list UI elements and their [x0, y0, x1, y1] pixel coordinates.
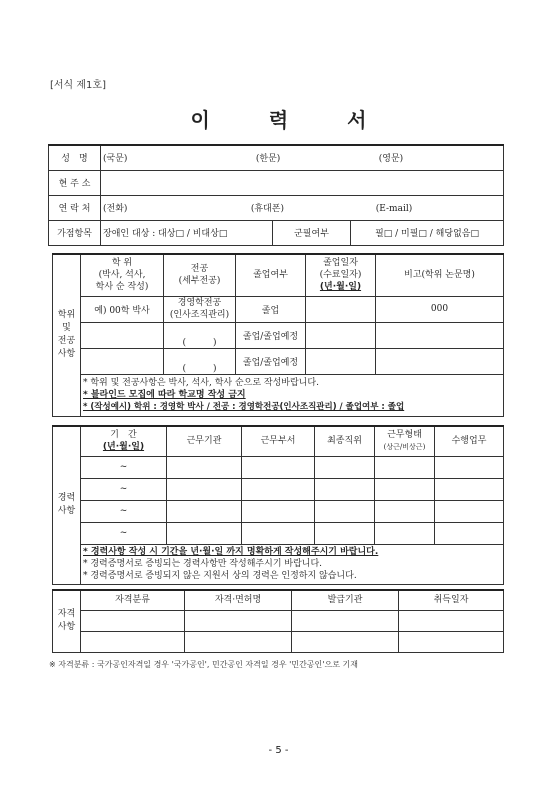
edu-notes [81, 374, 504, 416]
edu-note-1: * 학위 및 전공사항은 박사, 석사, 학사 순으로 작성바랍니다. [83, 378, 319, 388]
career-header-period [81, 426, 167, 456]
edu-header-degree: 학 위 (박사, 석사, 학사 순 작성) [81, 254, 164, 296]
military-label: 군필여부 [273, 220, 351, 245]
career-note-2: * 경력증명서로 증빙되는 경력사항만 작성해주시기 바랍니다. [83, 559, 323, 569]
career-row-4-dept[interactable] [242, 522, 315, 544]
edu-row-1-status[interactable]: 졸업/졸업예정 [236, 322, 306, 348]
edu-header-date [306, 254, 376, 296]
career-header-org: 근무기관 [167, 426, 242, 456]
edu-header-date-label: 졸업일자 (수료일자) [319, 258, 362, 281]
license-row-2-category[interactable] [81, 631, 185, 652]
edu-row-2-note[interactable] [376, 348, 504, 374]
career-row-4-type[interactable] [375, 522, 435, 544]
career-row-4-org[interactable] [167, 522, 242, 544]
mobile-field[interactable]: (휴대폰) [250, 204, 284, 214]
career-row-3-dept[interactable] [242, 500, 315, 522]
license-header-name: 자격·면허명 [185, 590, 292, 610]
license-header-issuer: 발급기관 [292, 590, 399, 610]
career-note-3: * 경력증명서로 증빙되지 않은 지원서 상의 경력은 인정하지 않습니다. [83, 571, 357, 581]
footnote: ※ 자격분류 : 국가공인자격일 경우 '국가공인', 민간공인 자격일 경우 '민간공인'으로 기재 [49, 660, 358, 669]
license-row-1-date[interactable] [399, 610, 504, 631]
career-row-2-duty[interactable] [435, 478, 504, 500]
contact-label: 연 락 처 [49, 195, 101, 220]
contact-row[interactable] [101, 195, 504, 220]
license-row-2-issuer[interactable] [292, 631, 399, 652]
career-row-1-type[interactable] [375, 456, 435, 478]
career-row-2-org[interactable] [167, 478, 242, 500]
education-table [52, 253, 504, 417]
career-row-1-position[interactable] [315, 456, 375, 478]
career-row-4-position[interactable] [315, 522, 375, 544]
education-section-label: 학위 및 전공 사항 [53, 254, 81, 416]
career-row-4-duty[interactable] [435, 522, 504, 544]
career-row-1-org[interactable] [167, 456, 242, 478]
page-number: - 5 - [268, 745, 289, 756]
name-cn-field[interactable]: (한문) [255, 154, 281, 165]
edu-example-major: 경영학전공 (인사조직관리) [164, 296, 236, 322]
career-header-dept: 근무부서 [242, 426, 315, 456]
career-header-type-label: 근무형태 [387, 430, 422, 441]
career-row-3-duty[interactable] [435, 500, 504, 522]
email-field[interactable]: (E-mail) [375, 204, 413, 214]
career-header-period-format: (년·월·일) [102, 442, 145, 453]
edu-example-note: 000 [376, 296, 504, 322]
disability-field[interactable]: 장애인 대상 : 대상□ / 비대상□ [101, 220, 273, 245]
edu-row-1-major[interactable]: ( ) [164, 322, 236, 348]
career-row-3-type[interactable] [375, 500, 435, 522]
career-header-type-sub: (상근/비상근) [383, 443, 426, 452]
license-row-1-category[interactable] [81, 610, 185, 631]
career-row-3-period[interactable]: ~ [81, 500, 167, 522]
career-header-duty: 수행업무 [435, 426, 504, 456]
career-row-1-duty[interactable] [435, 456, 504, 478]
edu-note-3: * (작성예시) 학위 : 경영학 박사 / 전공 : 경영학전공(인사조직관리) / 졸업여부 : 졸업 [83, 402, 405, 412]
license-row-2-date[interactable] [399, 631, 504, 652]
phone-field[interactable]: (전화) [103, 204, 128, 214]
personal-info-table [48, 144, 504, 246]
edu-example-degree: 예) 00학 박사 [81, 296, 164, 322]
career-section-label: 경력 사항 [53, 426, 81, 584]
edu-note-2: * 블라인드 모집에 따라 학교명 작성 금지 [83, 390, 246, 400]
license-header-date: 취득일자 [399, 590, 504, 610]
edu-row-2-date[interactable] [306, 348, 376, 374]
career-header-period-label: 기 간 [110, 430, 137, 441]
edu-row-1-date[interactable] [306, 322, 376, 348]
edu-row-1-note[interactable] [376, 322, 504, 348]
license-row-2-name[interactable] [185, 631, 292, 652]
career-row-2-dept[interactable] [242, 478, 315, 500]
license-header-category: 자격분류 [81, 590, 185, 610]
extra-label: 가점항목 [49, 220, 101, 245]
name-label: 성 명 [49, 145, 101, 170]
address-field[interactable] [101, 170, 504, 195]
edu-example-status: 졸업 [236, 296, 306, 322]
career-row-2-period[interactable]: ~ [81, 478, 167, 500]
edu-row-1-degree[interactable] [81, 322, 164, 348]
edu-row-2-major[interactable]: ( ) [164, 348, 236, 374]
career-notes [81, 544, 504, 584]
career-row-3-org[interactable] [167, 500, 242, 522]
edu-example-date [306, 296, 376, 322]
career-row-2-type[interactable] [375, 478, 435, 500]
career-header-type [375, 426, 435, 456]
name-kr-field[interactable]: (국문) [103, 154, 128, 165]
address-label: 현 주 소 [49, 170, 101, 195]
license-row-1-issuer[interactable] [292, 610, 399, 631]
edu-row-2-status[interactable]: 졸업/졸업예정 [236, 348, 306, 374]
license-section-label: 자격 사항 [53, 590, 81, 652]
edu-header-major: 전공 (세부전공) [164, 254, 236, 296]
license-table [52, 589, 504, 653]
career-header-position: 최종직위 [315, 426, 375, 456]
military-options[interactable]: 필□ / 미필□ / 해당없음□ [351, 220, 504, 245]
edu-row-2-degree[interactable] [81, 348, 164, 374]
career-row-1-period[interactable]: ~ [81, 456, 167, 478]
career-row-4-period[interactable]: ~ [81, 522, 167, 544]
edu-header-note: 비고(학위 논문명) [376, 254, 504, 296]
edu-header-date-format: (년·월·일) [319, 282, 362, 293]
page-title: 이 력 서 [190, 108, 393, 132]
career-row-3-position[interactable] [315, 500, 375, 522]
name-row[interactable] [101, 145, 504, 170]
career-row-1-dept[interactable] [242, 456, 315, 478]
license-row-1-name[interactable] [185, 610, 292, 631]
career-note-1: * 경력사항 작성 시 기간을 년·월·일 까지 명확하게 작성해주시기 바랍니다. [83, 547, 379, 557]
career-table [52, 425, 504, 585]
name-en-field[interactable]: (영문) [378, 154, 404, 165]
form-number: [서식 제1호] [50, 80, 106, 91]
career-row-2-position[interactable] [315, 478, 375, 500]
edu-header-status: 졸업여부 [236, 254, 306, 296]
